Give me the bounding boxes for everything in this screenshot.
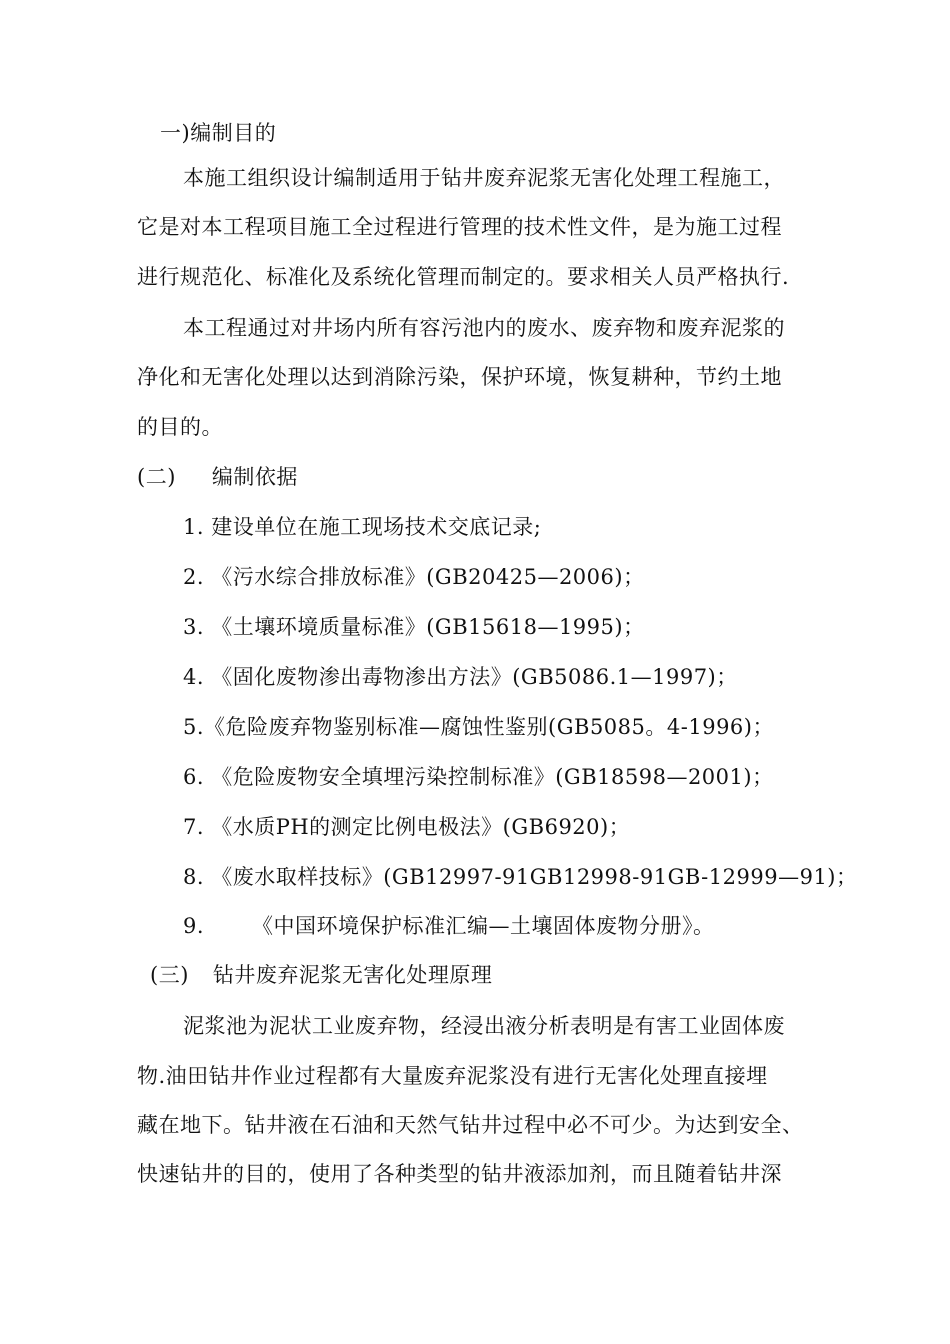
paragraph-line: 它是对本工程项目施工全过程进行管理的技术性文件，是为施工过程 xyxy=(137,215,782,239)
paragraph-line: 本施工组织设计编制适用于钻井废弃泥浆无害化处理工程施工， xyxy=(183,166,785,190)
paragraph-line: 进行规范化、标准化及系统化管理而制定的。要求相关人员严格执行. xyxy=(137,265,790,289)
section-1-heading: 一)编制目的 xyxy=(160,121,277,145)
list-item-number: 4. xyxy=(183,665,205,689)
list-item xyxy=(183,762,774,792)
paragraph-line: 快速钻井的目的，使用了各种类型的钻井液添加剂，而且随着钻井深 xyxy=(137,1162,782,1186)
paragraph-line: 物.油田钻井作业过程都有大量废弃泥浆没有进行无害化处理直接埋 xyxy=(137,1064,768,1088)
list-item xyxy=(183,662,738,692)
list-item-text: 《中国环境保护标准汇编—土壤固体废物分册》。 xyxy=(252,914,715,938)
list-item-text: 《土壤环境质量标准》(GB15618—1995)； xyxy=(211,615,645,639)
paragraph-line: 泥浆池为泥状工业废弃物，经浸出液分析表明是有害工业固体废 xyxy=(183,1014,785,1038)
list-item-text: 建设单位在施工现场技术交底记录; xyxy=(211,515,542,539)
section-number: (三) xyxy=(150,963,189,987)
section-title: 编制依据 xyxy=(211,465,298,489)
list-item-number: 1. xyxy=(183,515,205,539)
list-item xyxy=(183,612,645,642)
list-item-number: 2. xyxy=(183,565,205,589)
list-item xyxy=(183,812,630,842)
list-item-number: 9. xyxy=(183,914,205,938)
paragraph-line: 净化和无害化处理以达到消除污染，保护环境，恢复耕种，节约土地 xyxy=(137,365,782,389)
list-item-number: 6. xyxy=(183,765,205,789)
list-item-text: 《水质PH的测定比例电极法》(GB6920)； xyxy=(211,815,631,839)
paragraph-line: 本工程通过对井场内所有容污池内的废水、废弃物和废弃泥浆的 xyxy=(183,316,785,340)
list-item-text: 《固化废物渗出毒物渗出方法》(GB5086.1—1997)； xyxy=(211,665,738,689)
list-item-text: 《废水取样技标》(GB12997-91GB12998-91GB-12999—91)； xyxy=(211,865,858,889)
list-item-number: 5. xyxy=(183,715,205,739)
list-item-text: 《危险废弃物鉴别标准—腐蚀性鉴别(GB5085。4-1996)； xyxy=(204,715,774,739)
section-number: (二) xyxy=(137,465,176,489)
section-title: 钻井废弃泥浆无害化处理原理 xyxy=(212,963,493,987)
list-item-number: 3. xyxy=(183,615,205,639)
list-item-number: 7. xyxy=(183,815,205,839)
paragraph-line: 的目的。 xyxy=(137,415,223,439)
list-item xyxy=(183,562,645,592)
list-item-text: 《污水综合排放标准》(GB20425—2006)； xyxy=(211,565,645,589)
list-item xyxy=(183,512,541,542)
list-item xyxy=(183,862,858,892)
paragraph-line: 藏在地下。钻井液在石油和天然气钻井过程中必不可少。为达到安全、 xyxy=(137,1113,804,1137)
section-3-heading xyxy=(150,960,492,990)
list-item-number: 8. xyxy=(183,865,205,889)
section-2-heading xyxy=(137,462,298,492)
list-item-text: 《危险废物安全填埋污染控制标准》(GB18598—2001)； xyxy=(211,765,774,789)
list-item xyxy=(183,911,715,941)
list-item xyxy=(183,712,774,742)
